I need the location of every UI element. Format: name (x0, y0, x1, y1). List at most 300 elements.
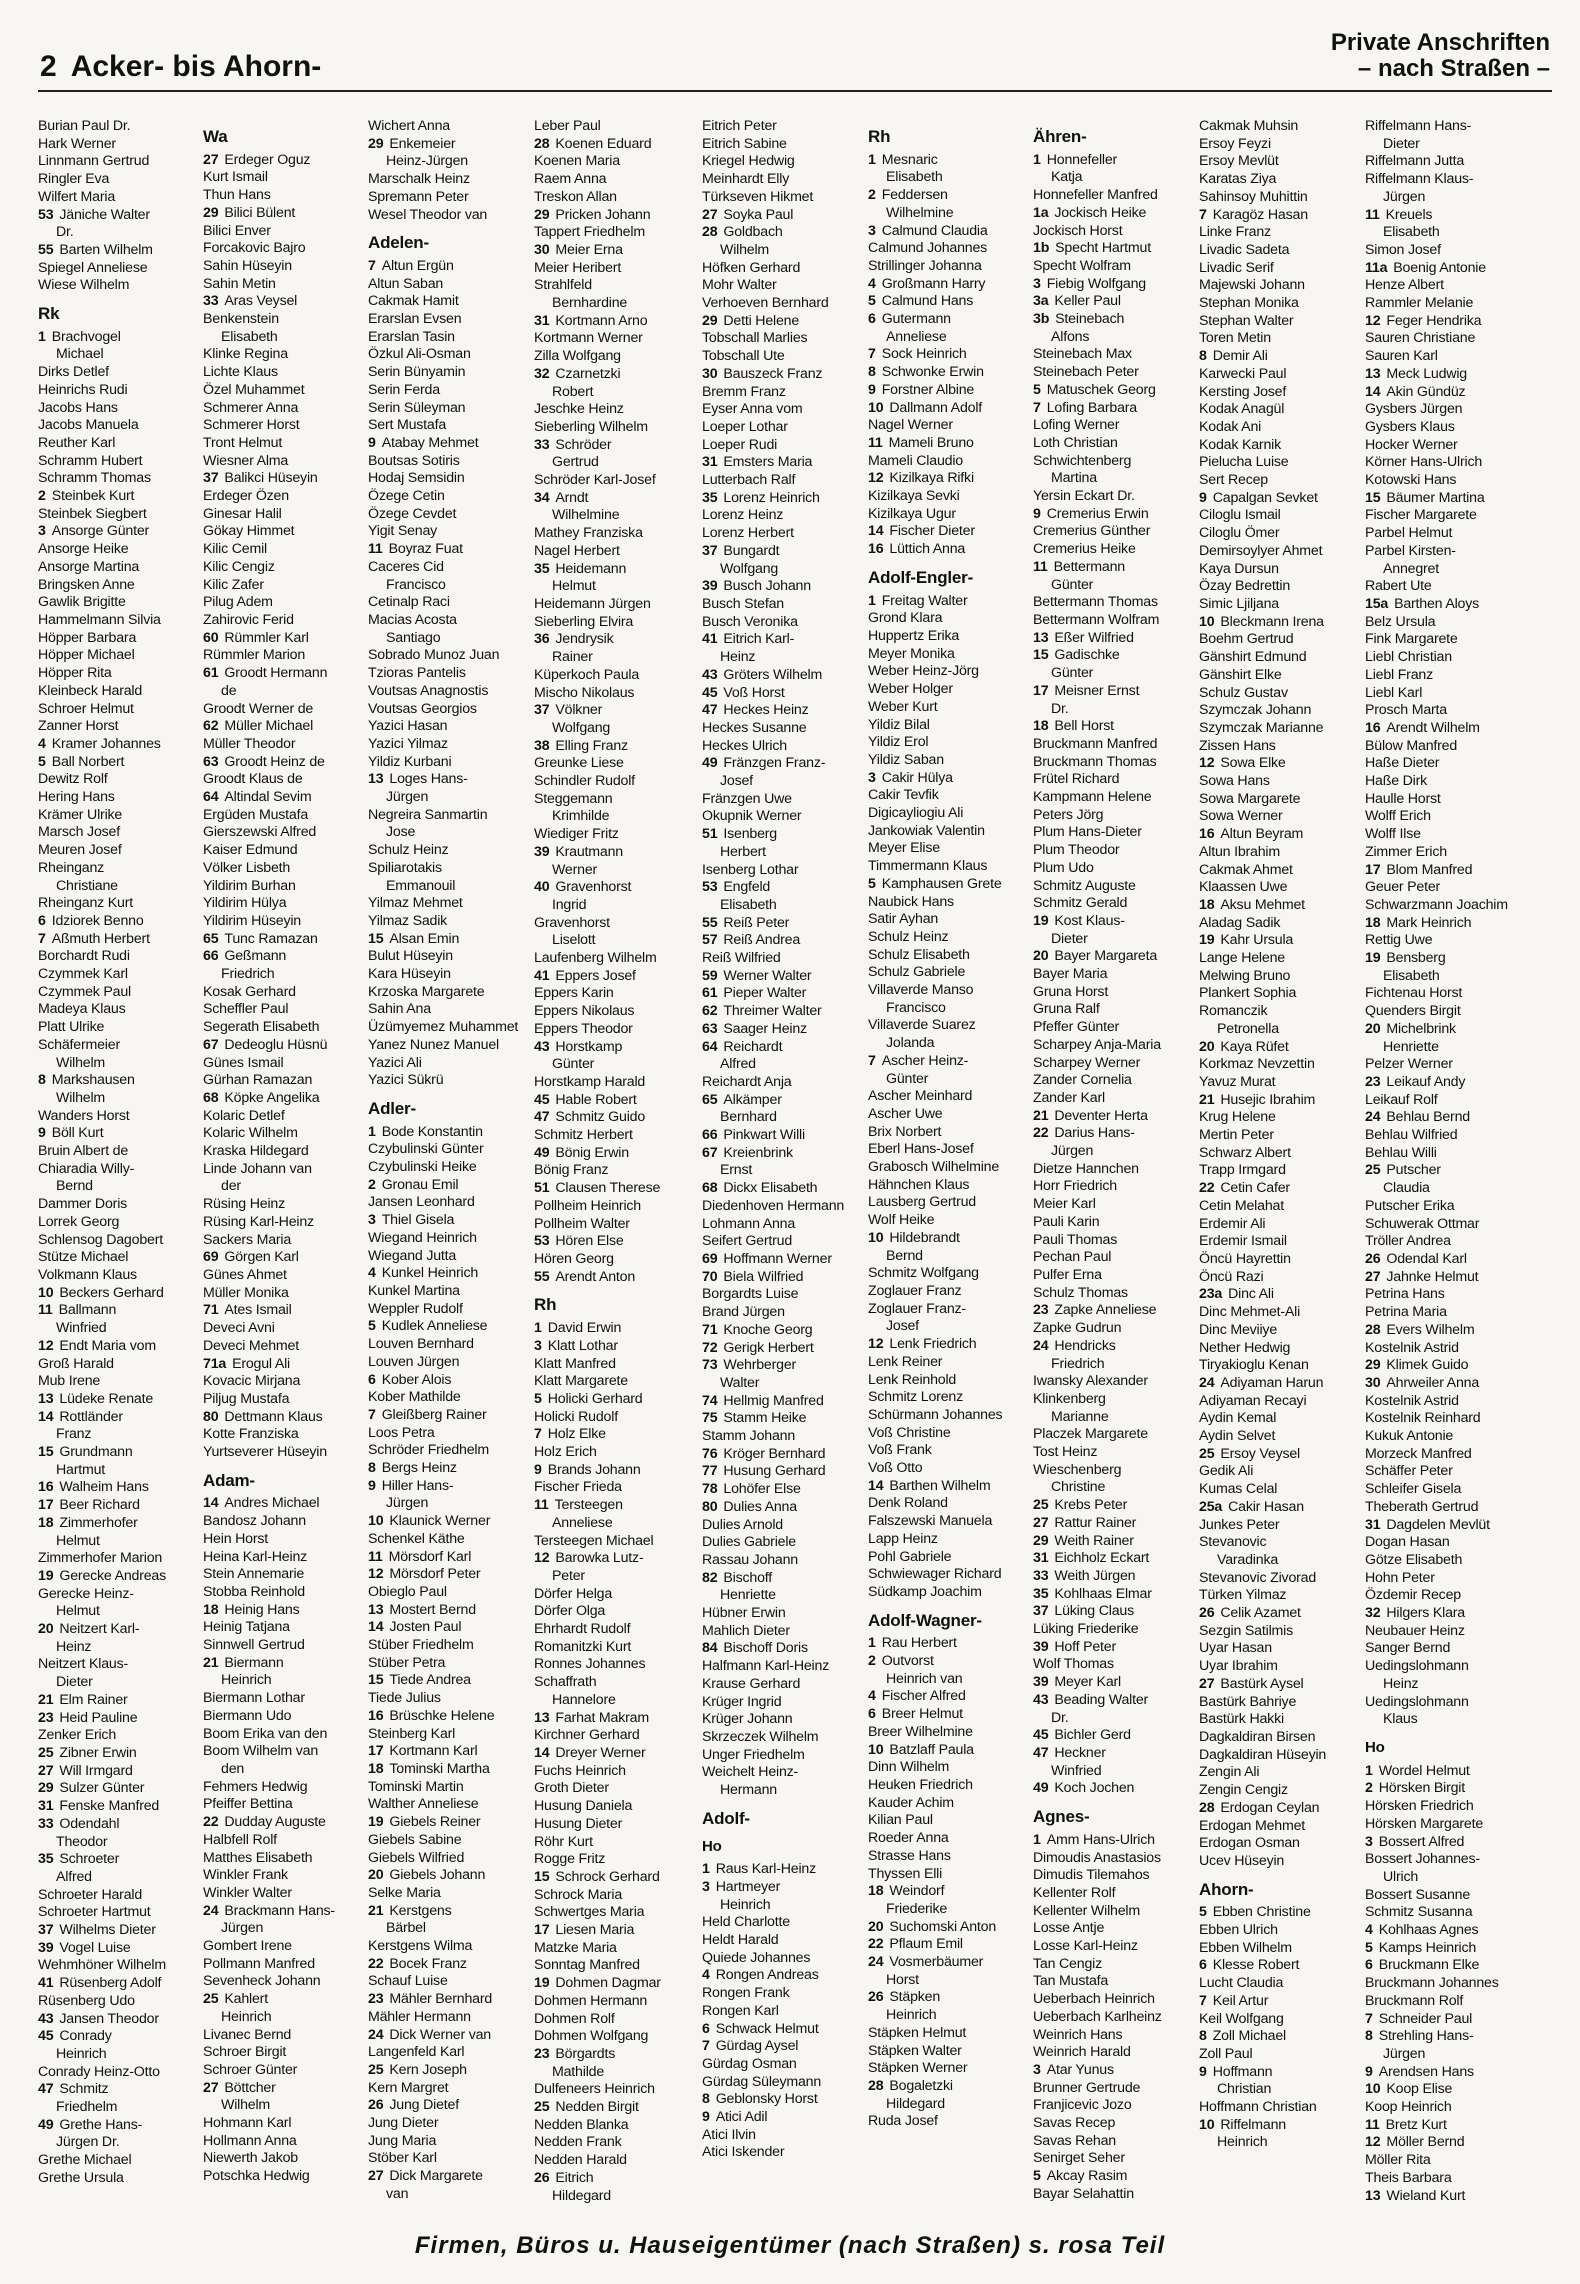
resident-name: Cetinalp Raci (368, 594, 450, 611)
resident-entry (368, 1672, 526, 1690)
resident-name: Dulies Arnold (702, 1516, 783, 1533)
resident-entry (1199, 950, 1357, 968)
resident-entry (868, 1336, 1026, 1354)
resident-entry (368, 1584, 526, 1602)
resident-entry (1033, 1885, 1191, 1903)
resident-entry (1365, 1162, 1523, 1180)
resident-entry (702, 1074, 860, 1092)
house-number: 25 (534, 2099, 550, 2116)
resident-entry (702, 808, 860, 826)
resident-entry (368, 118, 526, 136)
resident-name: Brackmann Hans- (224, 1902, 335, 1919)
resident-name: Krug Helene (1199, 1109, 1276, 1126)
resident-name: Gürdag Aysel (715, 2038, 799, 2055)
resident-entry (1199, 1800, 1357, 1818)
resident-name: Loth Christian (1033, 434, 1118, 451)
resident-name: Koch Jochen (1054, 1780, 1135, 1797)
resident-entry-continuation (368, 789, 526, 807)
house-number: 30 (1365, 1374, 1381, 1391)
resident-name: Klaassen Uwe (1199, 879, 1288, 896)
resident-name: Gierszewski Alfred (203, 824, 317, 841)
resident-entry (1033, 152, 1191, 170)
resident-entry (534, 2134, 692, 2152)
resident-entry (1033, 1072, 1191, 1090)
resident-name: Diedenhoven Hermann (702, 1197, 845, 1214)
resident-name: Bossert Alfred (1378, 1833, 1465, 1850)
resident-name: Lofing Werner (1033, 417, 1120, 434)
resident-entry (534, 773, 692, 791)
resident-name: Czybulinski Günter (368, 1141, 484, 1158)
resident-name: Czymmek Paul (38, 983, 131, 1000)
resident-name: Goldbach (723, 224, 783, 241)
house-number: 13 (1033, 629, 1049, 646)
resident-name: Heinrich (221, 2008, 272, 2025)
resident-entry (1365, 1410, 1523, 1428)
directory-column (1033, 118, 1191, 2204)
resident-entry-continuation (868, 2096, 1026, 2114)
resident-entry (868, 1283, 1026, 1301)
resident-entry (1199, 366, 1357, 384)
resident-name: Pohl Gabriele (868, 1548, 952, 1565)
resident-name: Yilmaz Sadik (368, 912, 448, 929)
directory-column (868, 118, 1026, 2131)
resident-entry (1033, 789, 1191, 807)
resident-entry (368, 1265, 526, 1283)
resident-entry (868, 311, 1026, 329)
resident-entry (1365, 879, 1523, 897)
resident-name: Villaverde Suarez (868, 1017, 976, 1034)
resident-name: Grond Klara (868, 610, 943, 627)
resident-name: Schroeter Hartmut (38, 1904, 151, 1921)
resident-name: Simon Josef (1365, 241, 1441, 258)
house-number: 24 (203, 1902, 219, 1919)
resident-name: Quenders Birgit (1365, 1003, 1461, 1020)
resident-entry (702, 879, 860, 897)
resident-entry (1033, 1727, 1191, 1745)
resident-name: Wilhelm (56, 1054, 106, 1071)
resident-entry (534, 1162, 692, 1180)
resident-entry (38, 701, 196, 719)
resident-entry (1033, 1515, 1191, 1533)
resident-name: Lüking Claus (1054, 1603, 1135, 1620)
resident-name: Mark Heinrich (1386, 914, 1472, 931)
resident-name: Zimmerhofer (59, 1514, 138, 1531)
resident-entry (203, 435, 361, 453)
house-number: 49 (534, 1144, 550, 1161)
resident-name: Zenker Erich (38, 1727, 117, 1744)
resident-name: Völkner (555, 702, 603, 719)
resident-name: Bandosz Johann (203, 1513, 306, 1530)
resident-name: Heldt Harald (702, 1932, 779, 1949)
house-number: 15a (1365, 595, 1389, 612)
resident-name: Bischoff (723, 1569, 773, 1586)
resident-entry (534, 915, 692, 933)
resident-name: Yurtseverer Hüseyin (203, 1444, 327, 1461)
resident-name: Francisco (886, 999, 946, 1016)
resident-entry (203, 1796, 361, 1814)
resident-name: Adiyaman Recayi (1199, 1392, 1307, 1409)
resident-entry (702, 596, 860, 614)
house-number: 11 (38, 1302, 53, 1319)
house-number: 8 (38, 1072, 46, 1089)
resident-entry (534, 1409, 692, 1427)
resident-name: Marschalk Heinz (368, 171, 470, 188)
resident-entry (203, 1409, 361, 1427)
resident-name: Thun Hans (203, 187, 271, 204)
resident-entry (534, 738, 692, 756)
resident-entry (534, 1710, 692, 1728)
resident-name: Schwarz Albert (1199, 1144, 1291, 1161)
resident-name: Lenk Reinhold (868, 1371, 957, 1388)
resident-entry (702, 720, 860, 738)
resident-entry (1199, 1729, 1357, 1747)
resident-name: Petrina Maria (1365, 1304, 1447, 1321)
resident-entry (1199, 897, 1357, 915)
resident-entry (1199, 1410, 1357, 1428)
resident-name: Bernhardine (552, 295, 628, 312)
resident-name: Holz Elke (547, 1426, 606, 1443)
resident-entry (868, 1742, 1026, 1760)
resident-entry (868, 1812, 1026, 1830)
resident-name: Weinrich Hans (1033, 2026, 1123, 2043)
resident-name: Bischoff Doris (723, 1640, 808, 1657)
resident-name: Atabay Mehmet (381, 434, 479, 451)
resident-entry (203, 1602, 361, 1620)
resident-entry (868, 646, 1026, 664)
resident-name: Stäpken Helmut (868, 2024, 967, 2041)
house-number: 13 (534, 1709, 550, 1726)
resident-name: Hocker Werner (1365, 436, 1458, 453)
resident-entry-continuation (702, 1587, 860, 1605)
resident-name: Sulzer Günter (59, 1780, 145, 1797)
resident-name: Schroeter (59, 1851, 120, 1868)
resident-entry (1199, 1676, 1357, 1694)
resident-name: Robert (552, 383, 594, 400)
resident-name: Heinrich van (886, 1670, 963, 1687)
resident-entry (1365, 685, 1523, 703)
house-number: 1 (868, 151, 876, 168)
resident-entry (534, 2099, 692, 2117)
resident-entry (38, 329, 196, 347)
resident-entry (38, 541, 196, 559)
resident-name: Hering Hans (38, 789, 115, 806)
resident-name: Serin Bünyamin (368, 364, 466, 381)
resident-name: Ringler Eva (38, 171, 110, 188)
house-number: 69 (203, 1249, 219, 1266)
resident-name: Heinig Hans (224, 1601, 300, 1618)
resident-entry (368, 1832, 526, 1850)
resident-name: Cakir Hülya (881, 769, 953, 786)
resident-entry (1033, 860, 1191, 878)
resident-entry (868, 1866, 1026, 1884)
resident-name: Krzoska Margarete (368, 983, 485, 1000)
resident-name: Fränzgen Uwe (702, 790, 792, 807)
resident-name: Gertrud (552, 454, 599, 471)
resident-name: Czymmek Karl (38, 966, 128, 983)
resident-entry-continuation (1033, 1479, 1191, 1497)
resident-name: Bastürk Aysel (1220, 1675, 1304, 1692)
resident-name: Schröder (555, 436, 612, 453)
resident-entry (368, 2133, 526, 2151)
resident-entry (1033, 2168, 1191, 2186)
resident-name: Schmerer Anna (203, 399, 299, 416)
resident-name: Steinberg Karl (368, 1725, 456, 1742)
house-number: 15 (1033, 647, 1049, 664)
resident-name: Schleifer Gisela (1365, 1481, 1462, 1498)
resident-entry (38, 683, 196, 701)
resident-entry (1199, 1428, 1357, 1446)
house-number: 4 (1365, 1922, 1373, 1939)
resident-entry (203, 1832, 361, 1850)
resident-entry (1365, 366, 1523, 384)
house-number: 16 (38, 1479, 54, 1496)
resident-entry (868, 400, 1026, 418)
resident-name: Heid Pauline (59, 1709, 138, 1726)
resident-name: Emmanouil (386, 877, 456, 894)
resident-entry (1365, 985, 1523, 1003)
resident-name: Dr. (1051, 1709, 1069, 1726)
resident-name: Steinebach Max (1033, 346, 1132, 363)
resident-entry (868, 453, 1026, 471)
house-number: 1 (368, 1123, 376, 1140)
resident-name: Katja (1051, 169, 1083, 186)
resident-name: Wolf Thomas (1033, 1656, 1114, 1673)
resident-entry (1365, 755, 1523, 773)
resident-name: van (386, 2185, 409, 2202)
resident-entry (1365, 1393, 1523, 1411)
resident-entry (1033, 1621, 1191, 1639)
resident-name: Lüking Friederike (1033, 1621, 1139, 1638)
resident-entry (1199, 348, 1357, 366)
resident-name: Vosmerbäumer (889, 1954, 984, 1971)
resident-name: Weber Heinz-Jörg (868, 663, 979, 680)
resident-entry (368, 736, 526, 754)
resident-entry (38, 1108, 196, 1126)
resident-entry (1199, 1711, 1357, 1729)
resident-entry (868, 1194, 1026, 1212)
resident-name: Leikauf Andy (1386, 1073, 1466, 1090)
street-heading: Adolf-Wagner- (868, 1610, 982, 1630)
resident-entry (1033, 187, 1191, 205)
resident-entry (1199, 1357, 1357, 1375)
resident-entry (38, 647, 196, 665)
resident-name: Bauszeck Franz (723, 365, 823, 382)
resident-name: Ronnes Johannes (534, 1656, 646, 1673)
resident-entry (38, 242, 196, 260)
resident-entry-continuation (38, 1639, 196, 1657)
resident-entry (1365, 720, 1523, 738)
house-number: 11 (868, 434, 883, 451)
resident-entry (1365, 667, 1523, 685)
resident-name: Erdogan Ceylan (1220, 1799, 1320, 1816)
house-number: 37 (203, 470, 219, 487)
resident-name: Will Irmgard (59, 1762, 133, 1779)
resident-name: Haße Dieter (1365, 755, 1440, 772)
resident-entry (1199, 826, 1357, 844)
resident-name: Voutsas Georgios (368, 700, 477, 717)
resident-entry (368, 665, 526, 683)
resident-entry (1365, 543, 1523, 561)
resident-name: Macias Acosta (368, 611, 457, 628)
resident-entry (702, 2144, 860, 2162)
resident-name: Busch Stefan (702, 595, 784, 612)
resident-entry (1365, 614, 1523, 632)
resident-name: Michael (56, 346, 104, 363)
resident-name: Horstkamp (555, 1038, 623, 1055)
resident-name: Sinnwell Gertrud (203, 1637, 305, 1654)
resident-entry (868, 787, 1026, 805)
resident-name: Grabosch Wilhelmine (868, 1159, 1000, 1176)
resident-name: Borchardt Rudi (38, 948, 130, 965)
resident-name: Zissen Hans (1199, 737, 1276, 754)
resident-name: Jeschke Heinz (534, 401, 624, 418)
resident-name: Höpper Michael (38, 647, 135, 664)
resident-entry (203, 1584, 361, 1602)
resident-name: Dimoudis Anastasios (1033, 1849, 1161, 1866)
resident-entry (203, 400, 361, 418)
resident-name: Stevanovic Zivorad (1199, 1569, 1317, 1586)
resident-name: Steinbek Siegbert (38, 505, 147, 522)
resident-name: Boehm Gertrud (1199, 631, 1294, 648)
resident-name: Müller Monika (203, 1284, 289, 1301)
resident-name: Dohmen Wolfgang (534, 2028, 649, 2045)
resident-entry (702, 1322, 860, 1340)
resident-entry-continuation (203, 966, 361, 984)
resident-entry (368, 647, 526, 665)
resident-name: Jacobs Hans (38, 399, 118, 416)
house-number: 4 (868, 275, 876, 292)
resident-entry (702, 1605, 860, 1623)
resident-entry (368, 1407, 526, 1425)
resident-entry (868, 823, 1026, 841)
resident-entry (1033, 1586, 1191, 1604)
resident-name: Günes Ismail (203, 1054, 284, 1071)
resident-entry (868, 1212, 1026, 1230)
resident-name: Bönig Franz (534, 1162, 609, 1179)
resident-entry (38, 2064, 196, 2082)
resident-name: Friedhelm (56, 2099, 118, 2116)
resident-entry (534, 1021, 692, 1039)
resident-name: Schaffrath (534, 1674, 597, 1691)
resident-entry (702, 1393, 860, 1411)
resident-name: Voß Otto (868, 1460, 923, 1477)
resident-entry (38, 1001, 196, 1019)
resident-name: Denk Roland (868, 1495, 948, 1512)
resident-name: Schroer Helmut (38, 700, 134, 717)
resident-name: Cakmak Ahmet (1199, 861, 1293, 878)
resident-entry (1199, 1145, 1357, 1163)
house-number: 49 (1033, 1780, 1049, 1797)
house-number: 27 (1365, 1268, 1381, 1285)
resident-entry (368, 382, 526, 400)
resident-entry (38, 842, 196, 860)
resident-entry (868, 1795, 1026, 1813)
resident-name: Küperkoch Paula (534, 666, 640, 683)
resident-entry (203, 789, 361, 807)
resident-entry (38, 789, 196, 807)
resident-entry-continuation (534, 2188, 692, 2206)
resident-name: Pauli Karin (1033, 1213, 1100, 1230)
resident-name: Kirchner Gerhard (534, 1727, 640, 1744)
resident-entry (868, 1017, 1026, 1035)
house-number: 2 (868, 1653, 876, 1670)
resident-name: Mameli Claudio (868, 452, 963, 469)
house-number: 11a (1365, 259, 1388, 276)
resident-name: Hoffmann Christian (1199, 2099, 1317, 2116)
resident-name: Rümmler Marion (203, 647, 306, 664)
resident-name: Kampmann Helene (1033, 789, 1152, 806)
resident-entry (702, 578, 860, 596)
resident-entry (1033, 1674, 1191, 1692)
resident-name: Bogaletzki (889, 2077, 953, 2094)
house-number: 73 (702, 1357, 718, 1374)
resident-entry (1365, 578, 1523, 596)
resident-entry (368, 948, 526, 966)
house-number: 14 (868, 1477, 884, 1494)
resident-name: Böttcher (224, 2079, 276, 2096)
resident-name: Suchomski Anton (889, 1918, 997, 1935)
resident-name: Bilici Enver (203, 222, 271, 239)
resident-name: Mertin Peter (1199, 1127, 1274, 1144)
resident-name: Strasse Hans (868, 1847, 951, 1864)
resident-name: Kodak Anagül (1199, 401, 1285, 418)
resident-entry (1033, 2115, 1191, 2133)
resident-name: Roeder Anna (868, 1830, 949, 1847)
resident-name: Mohr Walter (702, 277, 777, 294)
resident-entry (868, 523, 1026, 541)
resident-entry (534, 1975, 692, 1993)
house-number: 13 (38, 1390, 54, 1407)
resident-entry-continuation (1199, 2134, 1357, 2152)
resident-name: Wilhelmine (552, 507, 620, 524)
resident-entry (702, 985, 860, 1003)
resident-name: Unger Friedhelm (702, 1746, 805, 1763)
resident-name: Calmund Hans (881, 293, 974, 310)
resident-entry (38, 1568, 196, 1586)
resident-entry (1199, 1904, 1357, 1922)
house-number: 16 (868, 541, 884, 558)
resident-name: Keller Paul (1054, 293, 1121, 310)
resident-name: Belz Ursula (1365, 613, 1436, 630)
resident-name: Görgen Karl (224, 1249, 299, 1266)
resident-entry (1199, 2099, 1357, 2117)
resident-entry-continuation (702, 561, 860, 579)
resident-entry (1199, 596, 1357, 614)
resident-entry (203, 506, 361, 524)
resident-name: Seifert Gertrud (702, 1233, 793, 1250)
resident-entry (203, 240, 361, 258)
resident-name: Meyer Elise (868, 840, 940, 857)
resident-name: Reiß Wilfried (702, 950, 781, 967)
house-number: 41 (38, 1975, 54, 1992)
house-number: 16 (1199, 826, 1215, 843)
resident-entry (38, 1656, 196, 1674)
resident-name: Michelbrink (1386, 1020, 1456, 1037)
resident-entry (868, 1460, 1026, 1478)
resident-name: Aydin Kemal (1199, 1410, 1277, 1427)
resident-entry (1033, 1692, 1191, 1710)
resident-entry (534, 1904, 692, 1922)
resident-entry (1199, 738, 1357, 756)
house-number: 43 (702, 666, 718, 683)
resident-name: Borgardts Luise (702, 1286, 799, 1303)
resident-name: Schmitz Lorenz (868, 1389, 963, 1406)
resident-entry (1199, 1534, 1357, 1552)
resident-entry (1365, 1780, 1523, 1798)
resident-name: Dagkaldiran Birsen (1199, 1728, 1316, 1745)
resident-name: Greunke Liese (534, 755, 624, 772)
resident-entry (1033, 1196, 1191, 1214)
